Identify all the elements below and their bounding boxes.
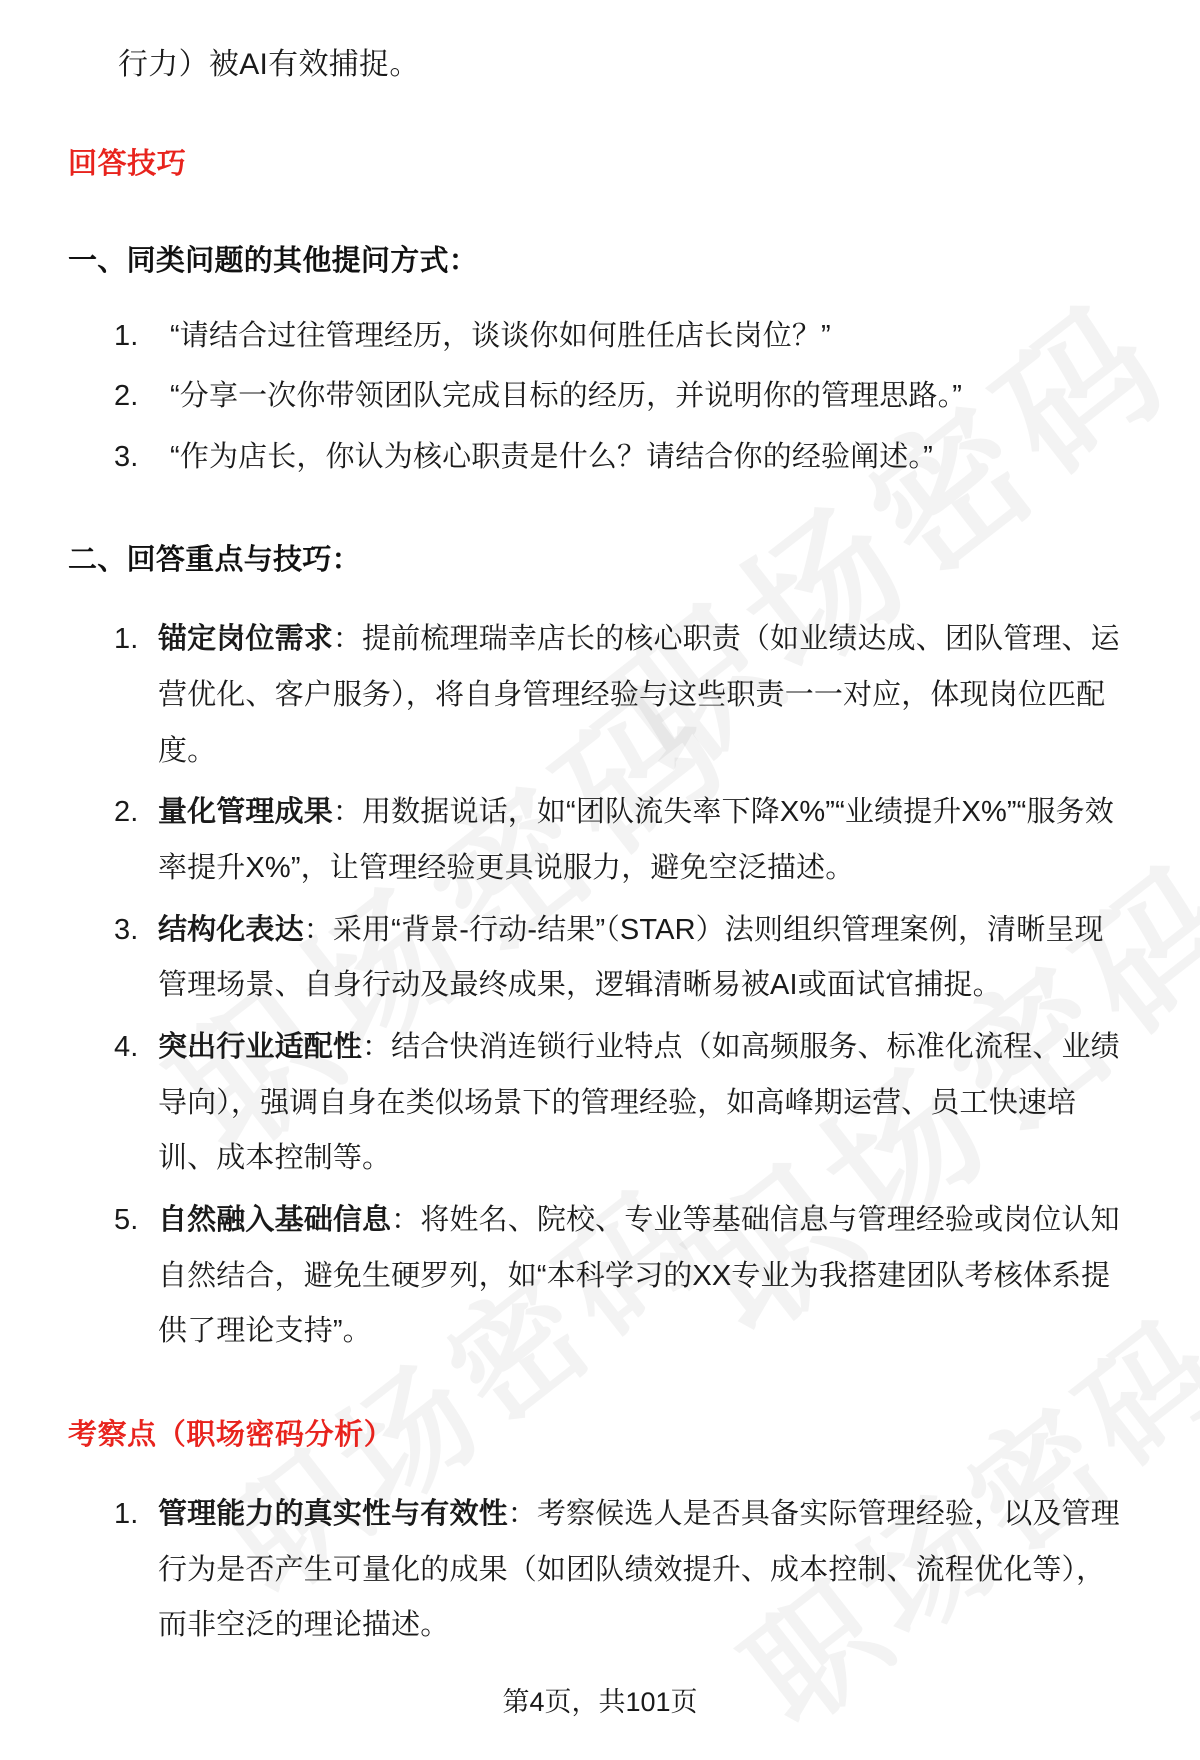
list-item-text: “分享一次你带领团队完成目标的经历，并说明你的管理思路。” bbox=[170, 380, 963, 413]
similar-questions-list bbox=[68, 313, 1132, 482]
list-item bbox=[114, 612, 1132, 779]
list-item bbox=[114, 785, 1132, 896]
answer-key-points-list bbox=[68, 612, 1132, 1360]
list-item-lead: 突出行业适配性 bbox=[158, 1031, 363, 1064]
list-item bbox=[114, 313, 1132, 360]
list-item-body: ：将姓名、院校、专业等基础信息与管理经验或岗位认知自然结合，避免生硬罗列，如“本科学习的XX专业为我搭建团队考核体系提供了理论支持”。 bbox=[158, 1204, 1120, 1348]
list-item bbox=[114, 1487, 1132, 1654]
list-item bbox=[114, 1193, 1132, 1360]
page-footer: 第4页，共101页 bbox=[502, 1687, 698, 1717]
list-item-lead: 量化管理成果 bbox=[158, 796, 333, 829]
list-item bbox=[114, 373, 1132, 420]
list-item-lead: 锚定岗位需求 bbox=[158, 623, 333, 656]
subsection-heading-answer-key-points: 二、回答重点与技巧： bbox=[68, 544, 361, 577]
list-item-body: ：用数据说话，如“团队流失率下降X%”“业绩提升X%”“服务效率提升X%”，让管理经验更具说服力，避免空泛描述。 bbox=[158, 796, 1114, 885]
section-heading-answer-skills: 回答技巧 bbox=[68, 147, 187, 180]
list-item bbox=[114, 903, 1132, 1014]
list-item-lead: 管理能力的真实性与有效性 bbox=[158, 1498, 508, 1531]
list-item-body: ：提前梳理瑞幸店长的核心职责（如业绩达成、团队管理、运营优化、客户服务），将自身管理经验与这些职责一一对应，体现岗位匹配度。 bbox=[158, 623, 1120, 767]
list-item bbox=[114, 434, 1132, 481]
section-heading-inspection-points: 考察点（职场密码分析） bbox=[68, 1419, 394, 1452]
list-item bbox=[114, 1020, 1132, 1187]
list-item-body: ：考察候选人是否具备实际管理经验，以及管理行为是否产生可量化的成果（如团队绩效提升、成本控制、流程优化等），而非空泛的理论描述。 bbox=[158, 1498, 1120, 1642]
continuation-paragraph: 行力）被AI有效捕捉。 bbox=[118, 48, 420, 81]
list-item-lead: 自然融入基础信息 bbox=[158, 1204, 392, 1237]
list-item-text: “作为店长，你认为核心职责是什么？请结合你的经验阐述。” bbox=[170, 441, 933, 474]
list-item-text: “请结合过往管理经历，谈谈你如何胜任店长岗位？” bbox=[170, 319, 831, 352]
list-item-lead: 结构化表达 bbox=[158, 913, 304, 946]
inspection-points-list bbox=[68, 1487, 1132, 1654]
list-item-body: ：采用“背景-行动-结果”（STAR）法则组织管理案例，清晰呈现管理场景、自身行动及最终成果，逻辑清晰易被AI或面试官捕捉。 bbox=[158, 913, 1104, 1002]
list-item-body: ：结合快消连锁行业特点（如高频服务、标准化流程、业绩导向），强调自身在类似场景下的管理经验，如高峰期运营、员工快速培训、成本控制等。 bbox=[158, 1031, 1120, 1175]
subsection-heading-similar-questions: 一、同类问题的其他提问方式： bbox=[68, 244, 479, 277]
